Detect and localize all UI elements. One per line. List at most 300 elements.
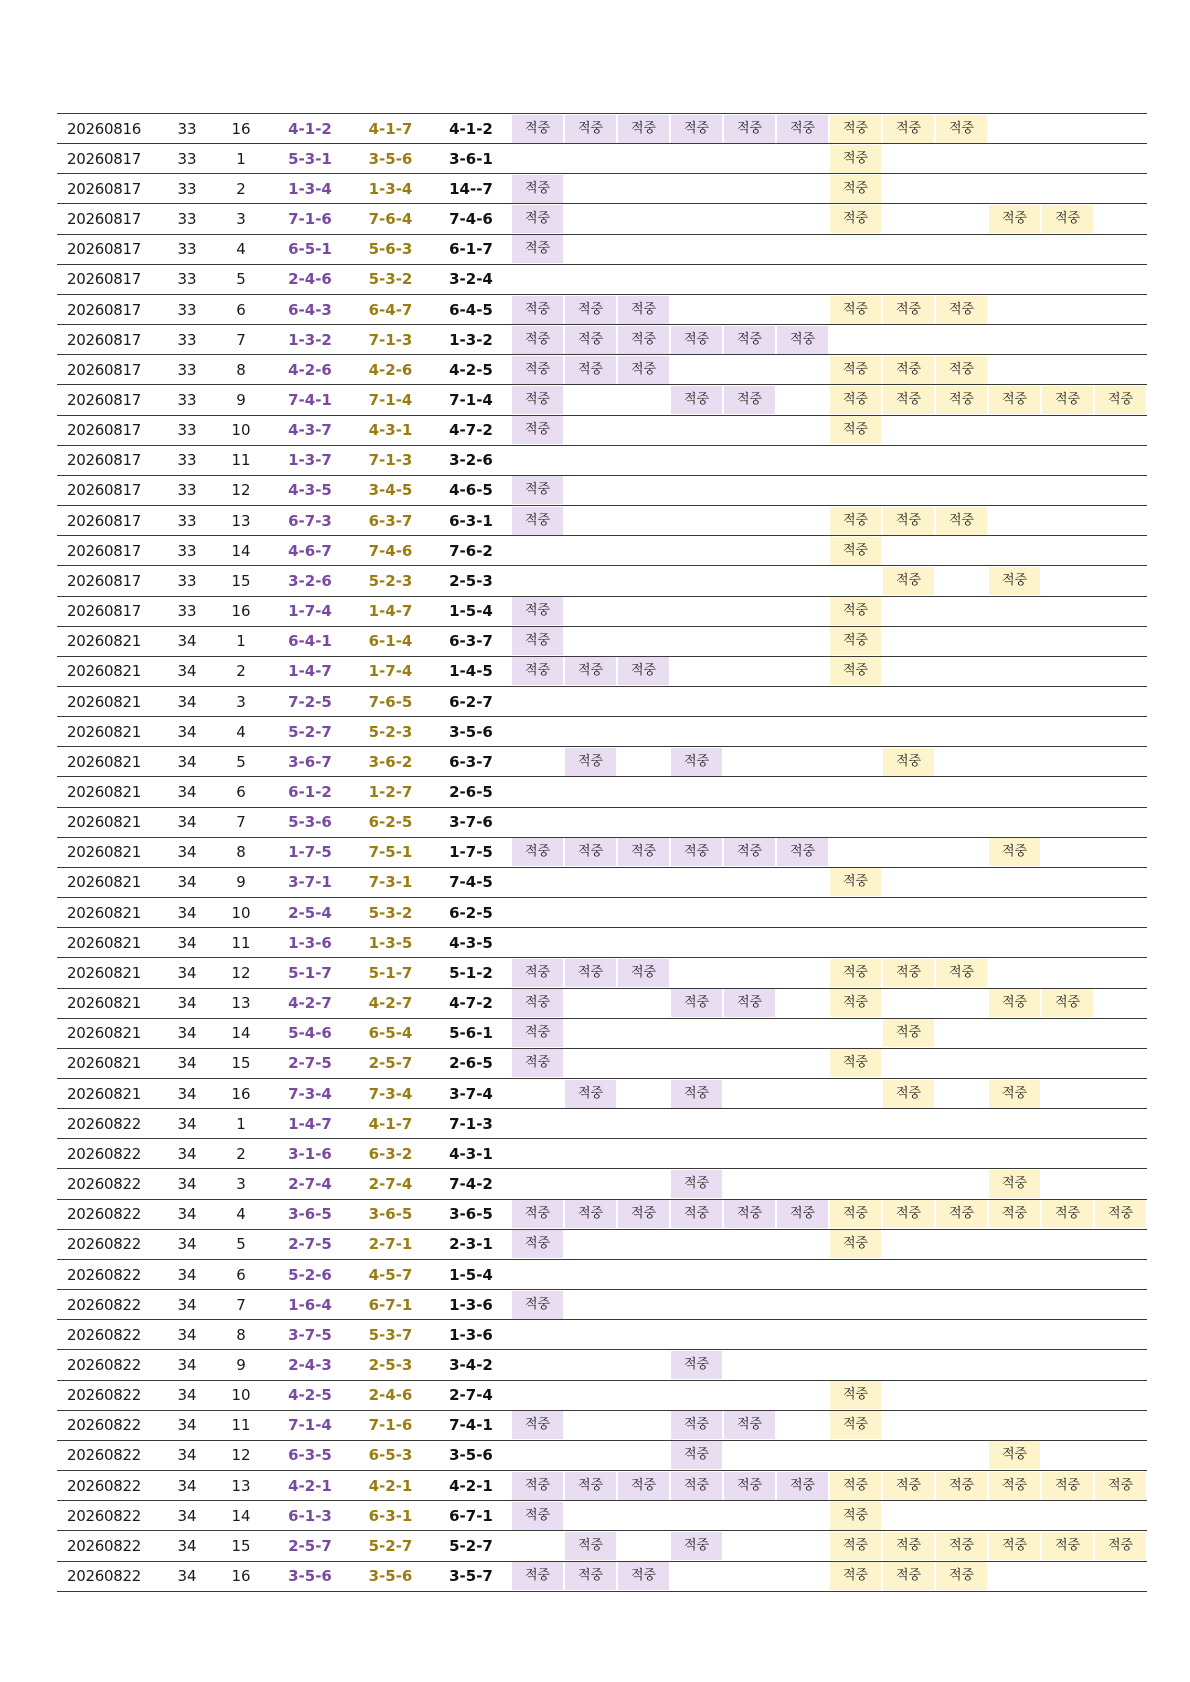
hit-empty [1042,1562,1093,1590]
hit-empty [1095,627,1146,655]
hit-cell [1041,1501,1094,1531]
hit-cell [776,1380,829,1410]
hit-empty [724,1532,775,1560]
hit-empty [883,718,934,746]
hit-empty [830,929,881,957]
hit-cell [829,1169,882,1199]
hit-cell [1041,1079,1094,1109]
hit-cell [564,958,617,988]
hit-cell [670,355,723,385]
hit-cell [564,174,617,204]
hit-empty [565,868,616,896]
prediction-1-cell: 6-1-2 [270,777,350,807]
date-cell: 20260822 [57,1139,162,1169]
hit-empty [777,296,828,324]
prediction-2-cell: 1-3-4 [350,174,431,204]
hit-cell [988,1380,1041,1410]
hit-cell [935,506,988,536]
hit-cell [511,1079,564,1109]
race-cell: 13 [212,1471,270,1501]
hit-cell [1094,566,1147,596]
prediction-1-cell: 2-4-3 [270,1350,350,1380]
hit-cell [511,1199,564,1229]
hit-empty [618,1019,669,1047]
hit-cell [1094,1350,1147,1380]
hit-empty [512,1532,563,1560]
hit-cell [564,747,617,777]
hit-empty [724,1261,775,1289]
hit-empty [1095,326,1146,354]
table-row [57,1199,1147,1229]
hit-empty [777,778,828,806]
round-cell: 34 [162,1440,212,1470]
hit-empty [989,145,1040,173]
date-cell: 20260821 [57,656,162,686]
hit-empty [777,567,828,595]
prediction-2-cell: 1-2-7 [350,777,431,807]
hit-empty [671,899,722,927]
hit-badge: 적중 [830,1411,881,1439]
hit-empty [989,1261,1040,1289]
table-row [57,1109,1147,1139]
hit-empty [1042,1019,1093,1047]
hit-empty [618,1049,669,1077]
hit-empty [1095,1381,1146,1409]
hit-badge: 적중 [671,1351,722,1379]
hit-cell [935,415,988,445]
hit-badge: 적중 [830,205,881,233]
hit-cell [670,928,723,958]
hit-cell [988,234,1041,264]
hit-cell [988,144,1041,174]
hit-empty [883,476,934,504]
hit-badge: 적중 [618,356,669,384]
hit-empty [1042,296,1093,324]
hit-cell [776,1018,829,1048]
hit-empty [671,1230,722,1258]
round-cell: 34 [162,928,212,958]
round-cell: 33 [162,415,212,445]
results-table [57,113,1147,1592]
hit-cell [1094,114,1147,144]
hit-empty [777,1080,828,1108]
hit-empty [671,1261,722,1289]
hit-empty [1095,1019,1146,1047]
hit-cell [882,1048,935,1078]
hit-cell [829,1350,882,1380]
race-cell: 16 [212,1561,270,1591]
hit-badge: 적중 [936,386,987,414]
hit-empty [1042,1080,1093,1108]
hit-badge: 적중 [936,296,987,324]
hit-empty [618,899,669,927]
hit-empty [618,808,669,836]
hit-empty [512,929,563,957]
hit-cell [935,445,988,475]
prediction-2-cell: 7-6-5 [350,686,431,716]
hit-empty [989,1502,1040,1530]
hit-cell [829,1229,882,1259]
prediction-1-cell: 4-2-1 [270,1471,350,1501]
hit-cell [617,445,670,475]
result-cell: 1-5-4 [431,596,511,626]
hit-cell [882,415,935,445]
hit-cell [511,898,564,928]
round-cell: 34 [162,1199,212,1229]
hit-cell [723,898,776,928]
hit-cell [988,1109,1041,1139]
hit-cell [564,1109,617,1139]
hit-empty [989,476,1040,504]
prediction-2-cell: 7-1-6 [350,1410,431,1440]
round-cell: 34 [162,1320,212,1350]
hit-cell [511,596,564,626]
hit-badge: 적중 [512,386,563,414]
hit-cell [670,1169,723,1199]
race-cell: 14 [212,1501,270,1531]
hit-empty [724,1291,775,1319]
prediction-2-cell: 4-1-7 [350,114,431,144]
hit-cell [776,1229,829,1259]
hit-badge: 적중 [777,1200,828,1228]
hit-cell [564,1531,617,1561]
hit-cell [723,506,776,536]
hit-cell [1094,385,1147,415]
hit-cell [1094,1048,1147,1078]
hit-cell [564,1079,617,1109]
hit-empty [936,899,987,927]
hit-empty [671,1291,722,1319]
hit-empty [830,748,881,776]
hit-empty [777,507,828,535]
hit-badge: 적중 [830,145,881,173]
hit-empty [777,748,828,776]
hit-empty [1095,476,1146,504]
hit-cell [564,867,617,897]
hit-empty [565,718,616,746]
hit-cell [723,1018,776,1048]
hit-badge: 적중 [1042,205,1093,233]
round-cell: 34 [162,1350,212,1380]
hit-cell [723,1350,776,1380]
hit-empty [618,627,669,655]
hit-cell [988,264,1041,294]
hit-empty [936,145,987,173]
prediction-1-cell: 4-1-2 [270,114,350,144]
hit-cell [1094,1501,1147,1531]
round-cell: 34 [162,777,212,807]
prediction-1-cell: 3-1-6 [270,1139,350,1169]
hit-badge: 적중 [671,115,722,143]
hit-cell [882,114,935,144]
hit-cell [670,1471,723,1501]
hit-cell [1041,747,1094,777]
hit-cell [988,777,1041,807]
date-cell: 20260821 [57,988,162,1018]
hit-empty [989,265,1040,293]
hit-badge: 적중 [724,386,775,414]
hit-cell [1041,1018,1094,1048]
hit-empty [989,688,1040,716]
hit-cell [1041,988,1094,1018]
hit-empty [883,1321,934,1349]
hit-empty [1042,1351,1093,1379]
results-table-sheet [57,113,1132,1592]
table-row [57,626,1147,656]
hit-cell [511,566,564,596]
hit-badge: 적중 [512,476,563,504]
hit-empty [671,1110,722,1138]
hit-empty [777,1441,828,1469]
hit-cell [1041,1320,1094,1350]
hit-cell [988,1531,1041,1561]
hit-cell [829,626,882,656]
hit-empty [724,1140,775,1168]
hit-badge: 적중 [512,235,563,263]
hit-cell [776,294,829,324]
hit-empty [671,175,722,203]
hit-cell [1094,717,1147,747]
hit-cell [935,144,988,174]
hit-cell [1094,777,1147,807]
hit-cell [723,1501,776,1531]
hit-empty [830,235,881,263]
hit-empty [724,507,775,535]
result-cell: 7-1-4 [431,385,511,415]
hit-empty [1095,175,1146,203]
hit-empty [724,688,775,716]
date-cell: 20260822 [57,1169,162,1199]
prediction-2-cell: 4-2-1 [350,1471,431,1501]
hit-empty [936,778,987,806]
hit-empty [671,1049,722,1077]
hit-empty [1095,567,1146,595]
hit-empty [777,1502,828,1530]
table-row [57,114,1147,144]
result-cell: 5-1-2 [431,958,511,988]
hit-cell [511,1350,564,1380]
hit-cell [723,656,776,686]
race-cell: 11 [212,445,270,475]
hit-cell [670,807,723,837]
hit-empty [830,1140,881,1168]
hit-empty [1042,627,1093,655]
round-cell: 34 [162,1561,212,1591]
hit-cell [511,1109,564,1139]
date-cell: 20260817 [57,506,162,536]
hit-cell [829,686,882,716]
hit-cell [935,566,988,596]
hit-empty [1095,235,1146,263]
hit-cell [617,1229,670,1259]
hit-empty [618,567,669,595]
hit-empty [1095,868,1146,896]
hit-badge: 적중 [671,838,722,866]
hit-empty [1042,416,1093,444]
hit-cell [988,1199,1041,1229]
hit-empty [1095,718,1146,746]
hit-empty [1042,507,1093,535]
hit-cell [564,1320,617,1350]
race-cell: 16 [212,596,270,626]
hit-cell [511,717,564,747]
hit-badge: 적중 [512,1472,563,1500]
hit-cell [1041,415,1094,445]
hit-cell [935,1440,988,1470]
prediction-1-cell: 1-3-7 [270,445,350,475]
hit-cell [670,777,723,807]
hit-cell [670,385,723,415]
hit-empty [936,929,987,957]
hit-badge: 적중 [989,989,1040,1017]
round-cell: 33 [162,596,212,626]
hit-cell [829,1290,882,1320]
hit-empty [512,1441,563,1469]
date-cell: 20260816 [57,114,162,144]
hit-empty [936,1110,987,1138]
hit-badge: 적중 [883,1532,934,1560]
result-cell: 2-7-4 [431,1380,511,1410]
hit-cell [776,1199,829,1229]
result-cell: 2-6-5 [431,777,511,807]
hit-cell [564,1561,617,1591]
hit-empty [724,1019,775,1047]
hit-cell [723,385,776,415]
hit-cell [670,294,723,324]
race-cell: 11 [212,1410,270,1440]
hit-cell [511,928,564,958]
hit-cell [882,596,935,626]
hit-cell [723,355,776,385]
prediction-1-cell: 5-1-7 [270,958,350,988]
hit-badge: 적중 [512,1291,563,1319]
hit-cell [882,807,935,837]
round-cell: 33 [162,204,212,234]
prediction-1-cell: 2-5-7 [270,1531,350,1561]
round-cell: 34 [162,1139,212,1169]
hit-badge: 적중 [618,657,669,685]
hit-empty [512,899,563,927]
hit-badge: 적중 [883,356,934,384]
hit-cell [564,1139,617,1169]
hit-badge: 적중 [618,1562,669,1590]
hit-cell [935,355,988,385]
hit-cell [1094,626,1147,656]
hit-empty [1095,1441,1146,1469]
hit-empty [1095,356,1146,384]
hit-badge: 적중 [830,1049,881,1077]
hit-cell [829,1018,882,1048]
hit-empty [724,899,775,927]
hit-empty [830,1291,881,1319]
result-cell: 7-6-2 [431,536,511,566]
hit-cell [829,656,882,686]
hit-empty [671,537,722,565]
hit-cell [1094,1259,1147,1289]
race-cell: 14 [212,536,270,566]
hit-empty [1095,1291,1146,1319]
hit-cell [988,536,1041,566]
hit-badge: 적중 [512,1049,563,1077]
hit-empty [565,1291,616,1319]
hit-cell [617,1410,670,1440]
hit-empty [936,446,987,474]
hit-cell [776,1048,829,1078]
hit-cell [1041,1139,1094,1169]
hit-cell [1041,1531,1094,1561]
hit-badge: 적중 [883,1200,934,1228]
hit-empty [989,1049,1040,1077]
hit-cell [564,1259,617,1289]
prediction-2-cell: 7-6-4 [350,204,431,234]
hit-empty [936,265,987,293]
hit-cell [1041,1199,1094,1229]
hit-empty [777,416,828,444]
hit-empty [989,537,1040,565]
hit-cell [776,144,829,174]
hit-empty [777,1019,828,1047]
hit-empty [1042,356,1093,384]
hit-empty [989,507,1040,535]
result-cell: 3-5-6 [431,1440,511,1470]
prediction-2-cell: 7-1-3 [350,445,431,475]
hit-cell [988,656,1041,686]
hit-cell [1094,958,1147,988]
prediction-1-cell: 6-5-1 [270,234,350,264]
hit-cell [882,1531,935,1561]
hit-empty [565,627,616,655]
hit-empty [989,899,1040,927]
hit-cell [511,415,564,445]
hit-empty [1042,567,1093,595]
round-cell: 33 [162,445,212,475]
hit-cell [776,506,829,536]
hit-cell [882,1229,935,1259]
hit-badge: 적중 [883,1472,934,1500]
hit-badge: 적중 [936,115,987,143]
hit-empty [724,476,775,504]
hit-empty [777,265,828,293]
hit-cell [882,837,935,867]
hit-cell [988,506,1041,536]
hit-empty [1095,1562,1146,1590]
hit-empty [830,899,881,927]
result-cell: 4-2-1 [431,1471,511,1501]
race-cell: 15 [212,1531,270,1561]
hit-empty [989,627,1040,655]
hit-badge: 적중 [830,1230,881,1258]
hit-empty [565,1140,616,1168]
hit-empty [565,808,616,836]
hit-empty [618,1502,669,1530]
hit-badge: 적중 [777,838,828,866]
date-cell: 20260821 [57,1018,162,1048]
hit-cell [723,174,776,204]
hit-badge: 적중 [883,507,934,535]
hit-empty [883,899,934,927]
hit-cell [776,1290,829,1320]
hit-cell [1041,1440,1094,1470]
hit-cell [882,566,935,596]
hit-empty [618,1411,669,1439]
hit-badge: 적중 [830,1200,881,1228]
hit-cell [670,958,723,988]
hit-empty [883,1140,934,1168]
round-cell: 34 [162,747,212,777]
hit-cell [935,1079,988,1109]
hit-empty [989,808,1040,836]
prediction-2-cell: 3-4-5 [350,475,431,505]
